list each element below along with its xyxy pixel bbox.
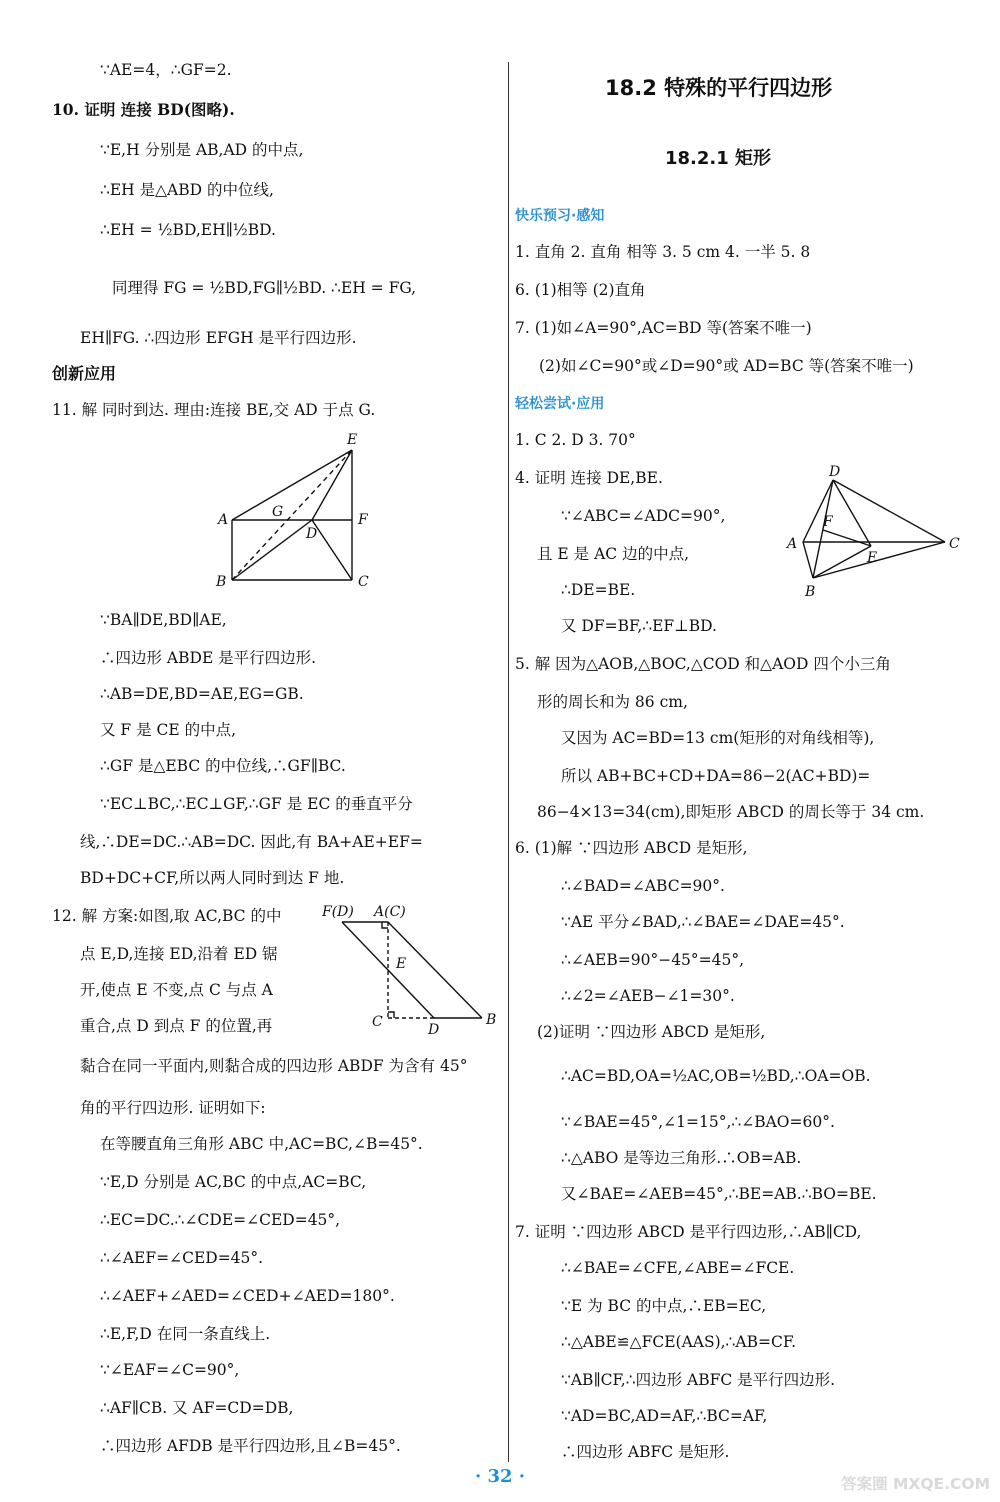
problem-12-heading: 12. 解 方案:如图,取 AC,BC 的中 [52,907,282,925]
text-line: 又 F 是 CE 的中点, [100,721,237,739]
text-line: ∴DE=BE. [561,581,636,599]
label-D: D [428,1022,440,1038]
section-title: 18.2 特殊的平行四边形 [605,76,833,100]
label-E: E [867,550,878,566]
label-B: B [805,584,816,600]
text-line: 又因为 AC=BD=13 cm(矩形的对角线相等), [561,729,875,747]
label-C: C [949,536,960,552]
text-line: ∴EH 是△ABD 的中位线, [100,181,274,199]
text-line: EH∥FG. ∴四边形 EFGH 是平行四边形. [80,329,357,347]
label-A: A [787,536,798,552]
text-line: 6. (1)解 ∵四边形 ABCD 是矩形, [515,839,748,857]
section-heading-preview: 快乐预习·感知 [515,208,605,224]
label-E: E [396,956,407,972]
text-line: ∵EC⊥BC,∴EC⊥GF,∴GF 是 EC 的垂直平分 [100,795,413,813]
text-line: ∴∠AEF=∠CED=45°. [100,1249,264,1267]
text-line: BD+DC+CF,所以两人同时到达 F 地. [80,869,345,887]
text-line: 形的周长和为 86 cm, [537,693,688,711]
text-line: 1. C 2. D 3. 70° [515,431,636,449]
text-line: 4. 证明 连接 DE,BE. [515,469,663,487]
text-line: ∴∠BAE=∠CFE,∠ABE=∠FCE. [561,1259,795,1277]
text-line: ∴△ABO 是等边三角形.∴OB=AB. [561,1149,802,1167]
text-line: 黏合在同一平面内,则黏合成的四边形 ABDF 为含有 45° [80,1057,468,1075]
text-line: 在等腰直角三角形 ABC 中,AC=BC,∠B=45°. [100,1135,423,1153]
column-divider [508,62,509,1462]
label-G: G [272,504,284,520]
text-line: ∴△ABE≌△FCE(AAS),∴AB=CF. [561,1333,797,1351]
text-line: (2)证明 ∵四边形 ABCD 是矩形, [537,1023,766,1041]
text-line: 角的平行四边形. 证明如下: [80,1099,266,1117]
label-D: D [306,526,318,542]
text-line: ∵∠EAF=∠C=90°, [100,1361,240,1379]
figure-11 [212,430,432,590]
text-line: 且 E 是 AC 边的中点, [537,545,690,563]
figure-4 [783,462,973,602]
text-line: ∴GF 是△EBC 的中位线,∴GF∥BC. [100,757,346,775]
text-line: 点 E,D,连接 ED,沿着 ED 锯 [80,945,278,963]
label-F: F [823,514,833,530]
text-line: ∴四边形 ABDE 是平行四边形. [100,649,317,667]
text-line: ∴四边形 AFDB 是平行四边形,且∠B=45°. [100,1437,401,1455]
label-B: B [486,1012,497,1028]
label-FD: F(D) [322,904,354,920]
text-line: 线,∴DE=DC.∴AB=DC. 因此,有 BA+AE+EF= [80,833,423,851]
text-line: 重合,点 D 到点 F 的位置,再 [80,1017,273,1035]
text-line: 86−4×13=34(cm),即矩形 ABCD 的周长等于 34 cm. [537,803,925,821]
text-line: 5. 解 因为△AOB,△BOC,△COD 和△AOD 四个小三角 [515,655,891,673]
text-line: 同理得 FG = ½BD,FG∥½BD. ∴EH = FG, [112,279,417,297]
text-line: ∵AD=BC,AD=AF,∴BC=AF, [561,1407,768,1425]
text-line: ∴AB=DE,BD=AE,EG=GB. [100,685,304,703]
text-line: ∴AC=BD,OA=½AC,OB=½BD,∴OA=OB. [561,1067,871,1085]
text-line: ∴AF∥CB. 又 AF=CD=DB, [100,1399,294,1417]
text-line: ∴EC=DC.∴∠CDE=∠CED=45°, [100,1211,341,1229]
problem-10-heading: 10. 证明 连接 BD(图略). [52,100,235,119]
text-line: 又 DF=BF,∴EF⊥BD. [561,617,717,635]
label-AC: A(C) [374,904,406,920]
text-line: 又∠BAE=∠AEB=45°,∴BE=AB.∴BO=BE. [561,1185,877,1203]
text-line: ∴EH = ½BD,EH∥½BD. [100,221,276,239]
label-E: E [347,432,358,448]
figure-12 [322,898,502,1038]
label-A: A [218,512,229,528]
text-line: ∵AB∥CF,∴四边形 ABFC 是平行四边形. [561,1371,836,1389]
label-F: F [358,512,368,528]
label-D: D [829,464,841,480]
text-line: ∵E,H 分别是 AB,AD 的中点, [100,141,304,159]
text-line: (2)如∠C=90°或∠D=90°或 AD=BC 等(答案不唯一) [539,357,914,375]
label-B: B [216,574,227,590]
text-line: 7. 证明 ∵四边形 ABCD 是平行四边形,∴AB∥CD, [515,1223,862,1241]
label-C: C [358,574,369,590]
text-line: ∵E 为 BC 的中点,∴EB=EC, [561,1297,767,1315]
subsection-title: 18.2.1 矩形 [665,148,772,169]
text-line: 1. 直角 2. 直角 相等 3. 5 cm 4. 一半 5. 8 [515,243,811,261]
text-line: ∵AE=4，∴GF=2. [100,61,232,79]
text-line: 开,使点 E 不变,点 C 与点 A [80,981,273,999]
text-line: 6. (1)相等 (2)直角 [515,281,646,299]
text-line: 7. (1)如∠A=90°,AC=BD 等(答案不唯一) [515,319,812,337]
text-line: ∴∠AEF+∠AED=∠CED+∠AED=180°. [100,1287,395,1305]
text-line: 所以 AB+BC+CD+DA=86−2(AC+BD)= [561,767,871,785]
text-line: ∵AE 平分∠BAD,∴∠BAE=∠DAE=45°. [561,913,845,931]
text-line: ∴四边形 ABFC 是矩形. [561,1443,730,1461]
problem-11-heading: 11. 解 同时到达. 理由:连接 BE,交 AD 于点 G. [52,401,376,419]
text-line: ∴∠2=∠AEB−∠1=30°. [561,987,735,1005]
watermark-logo: 答案圈 MXQE.COM [841,1475,990,1493]
text-line: ∴∠BAD=∠ABC=90°. [561,877,725,895]
text-line: ∵∠ABC=∠ADC=90°, [561,507,726,525]
label-C: C [372,1014,383,1030]
page-number: · 32 · [474,1466,526,1487]
text-line: ∴E,F,D 在同一条直线上. [100,1325,271,1343]
section-heading-try: 轻松尝试·应用 [515,396,605,412]
text-line: ∵∠BAE=45°,∠1=15°,∴∠BAO=60°. [561,1113,835,1131]
text-line: ∵BA∥DE,BD∥AE, [100,611,227,629]
section-heading: 创新应用 [52,364,117,383]
text-line: ∵E,D 分别是 AC,BC 的中点,AC=BC, [100,1173,367,1191]
text-line: ∴∠AEB=90°−45°=45°, [561,951,745,969]
